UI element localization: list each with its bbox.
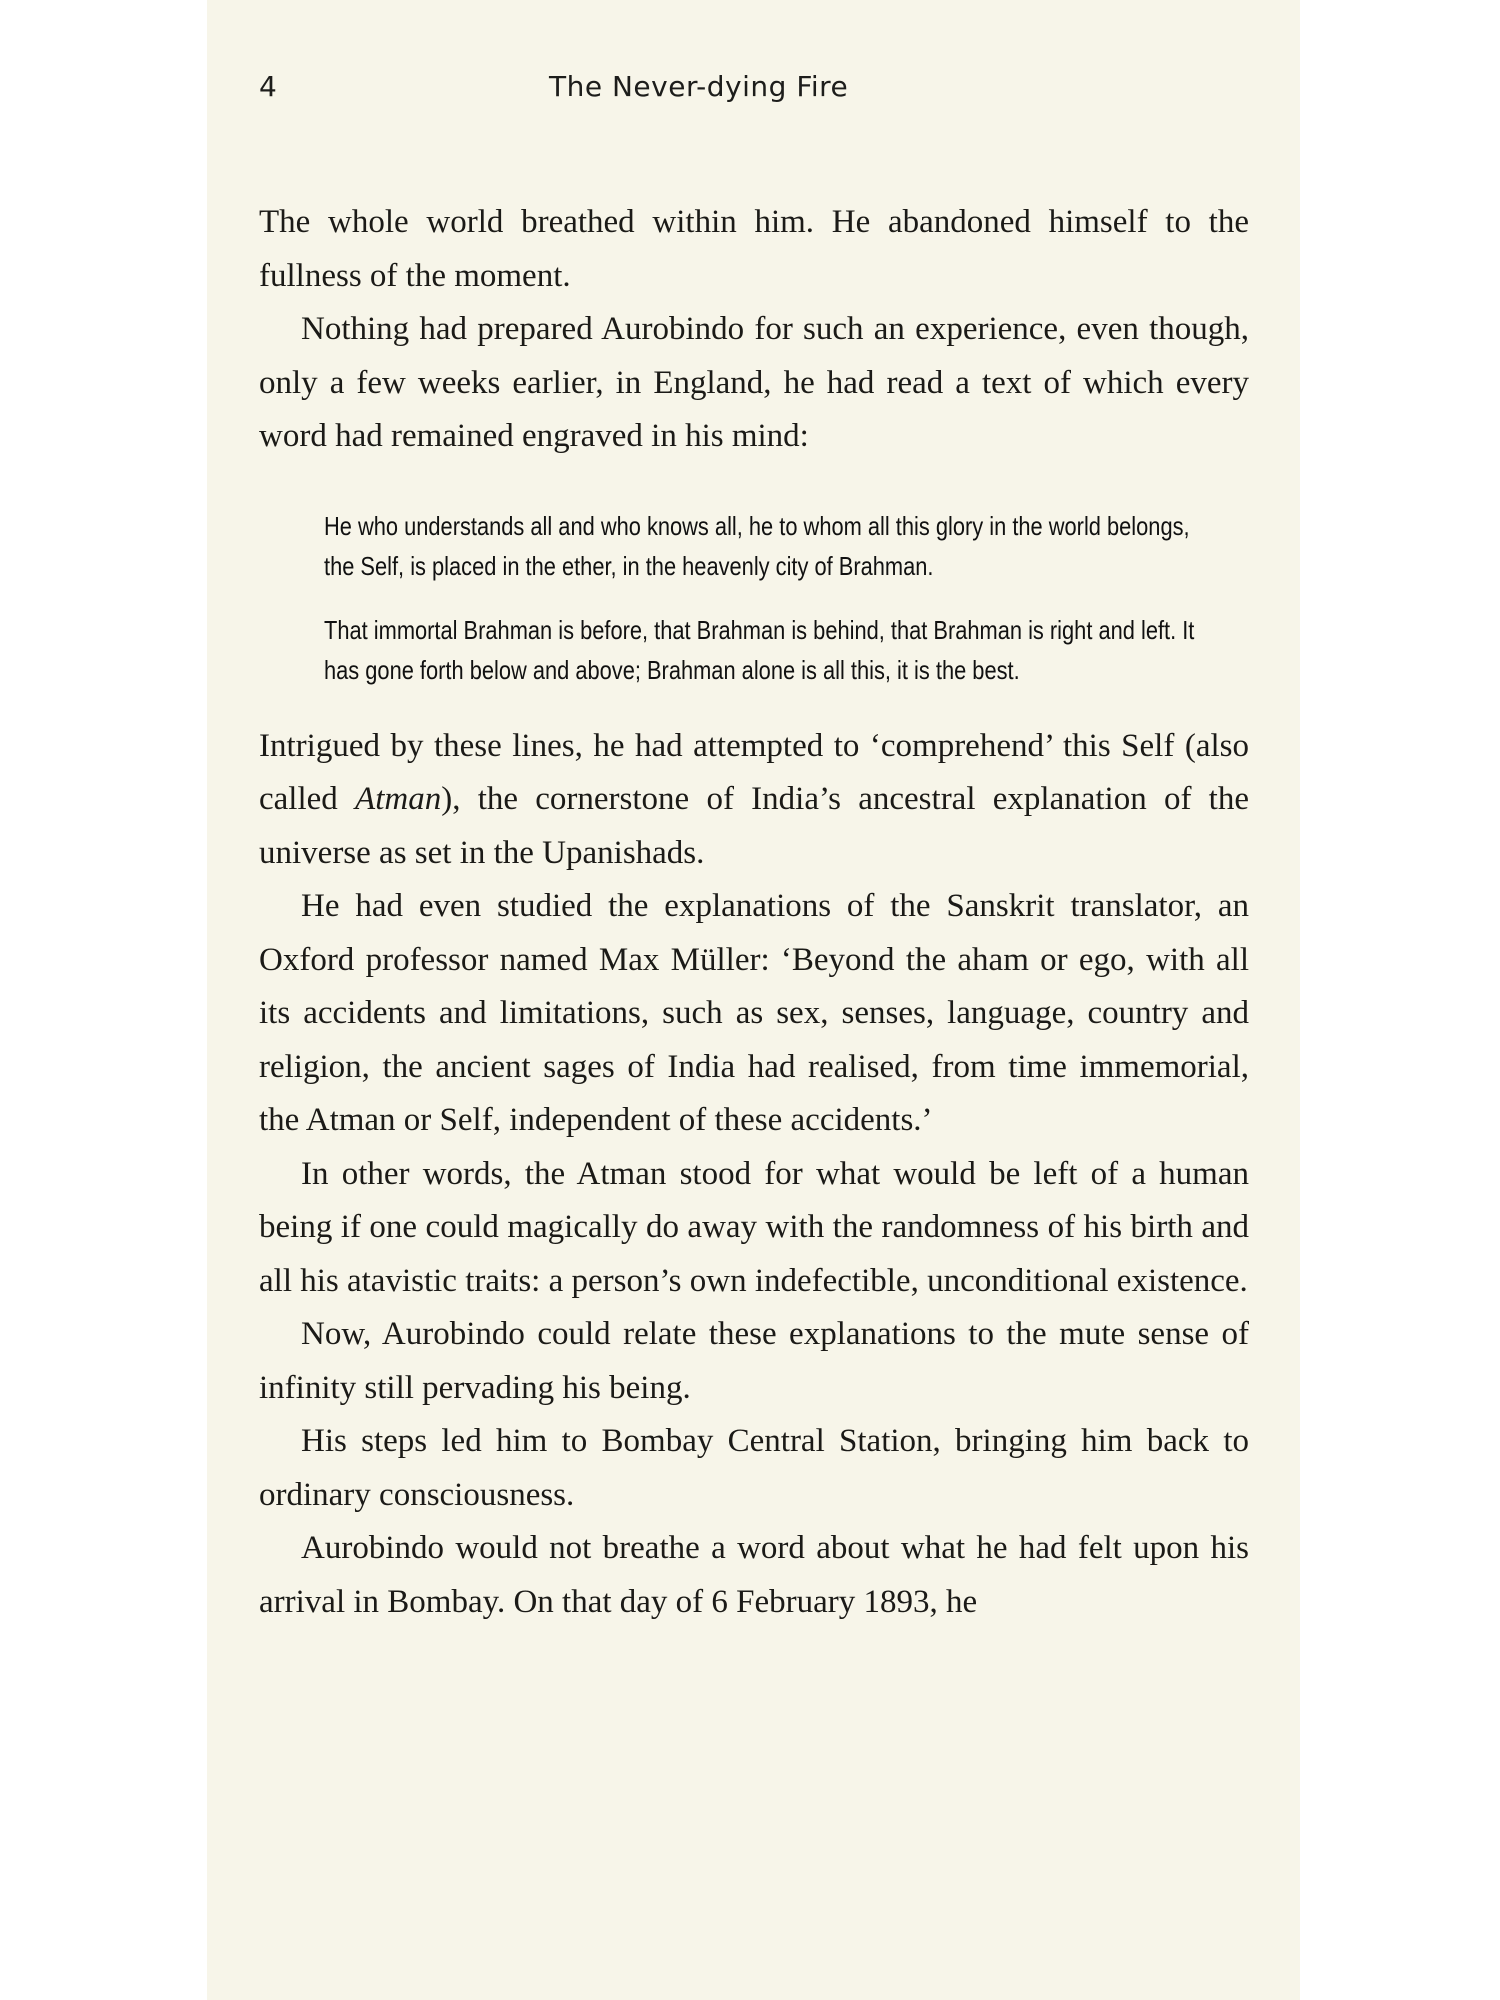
- running-title: The Never-dying Fire: [549, 70, 849, 103]
- paragraph-4: He had even studied the explanations of the Sanskrit translator, an Oxford professor named Max Müller: ‘Beyond the aham or ego, with all its accidents and limitations, such as sex, senses, language, country and religion, the ancient sages of India had realised, from time immemorial, the Atman or Self, independent of these accidents.’: [259, 888, 1249, 1138]
- paragraph-2: Nothing had prepared Aurobindo for such an experience, even though, only a few weeks earlier, in England, he had read a text of which every word had remained engraved in his mind:: [259, 311, 1249, 454]
- page-number: 4: [259, 70, 278, 103]
- quote-paragraph-2: That immortal Brahman is before, that Brahman is behind, that Brahman is right and left. It has gone forth below and above; Brahman alone is all this, it is the best.: [324, 614, 1195, 685]
- paragraph-5: In other words, the Atman stood for what would be left of a human being if one could magically do away with the randomness of his birth and all his atavistic traits: a person’s own indefectible, unconditional existence.: [259, 1155, 1249, 1299]
- paragraph-1: The whole world breathed within him. He abandoned himself to the fullness of the moment.: [259, 204, 1249, 294]
- paragraph-7: His steps led him to Bombay Central Station, bringing him back to ordinary consciousness.: [259, 1423, 1249, 1513]
- paragraph-6: Now, Aurobindo could relate these explanations to the mute sense of infinity still pervading his being.: [259, 1316, 1249, 1406]
- paragraph-3: [259, 720, 1249, 881]
- paragraph-3-end: ), the cornerstone of India’s ancestral explanation of the universe as set in the Upanishads.: [259, 781, 1249, 871]
- paragraph-3-start: Intrigued by these lines, he had attempted to ‘comprehend’ this Self (also called: [259, 727, 1249, 817]
- atman-italic: Atman: [355, 781, 442, 817]
- book-page: [207, 0, 1300, 2000]
- body-text: [259, 196, 1249, 1629]
- paragraph-8: Aurobindo would not breathe a word about what he had felt upon his arrival in Bombay. On that day of 6 February 1893, he: [259, 1530, 1249, 1620]
- running-head: [259, 70, 1259, 110]
- quote-paragraph-1: He who understands all and who knows all, he to whom all this glory in the world belongs, the Self, is placed in the ether, in the heavenly city of Brahman.: [324, 510, 1190, 581]
- block-quote: [324, 506, 1204, 690]
